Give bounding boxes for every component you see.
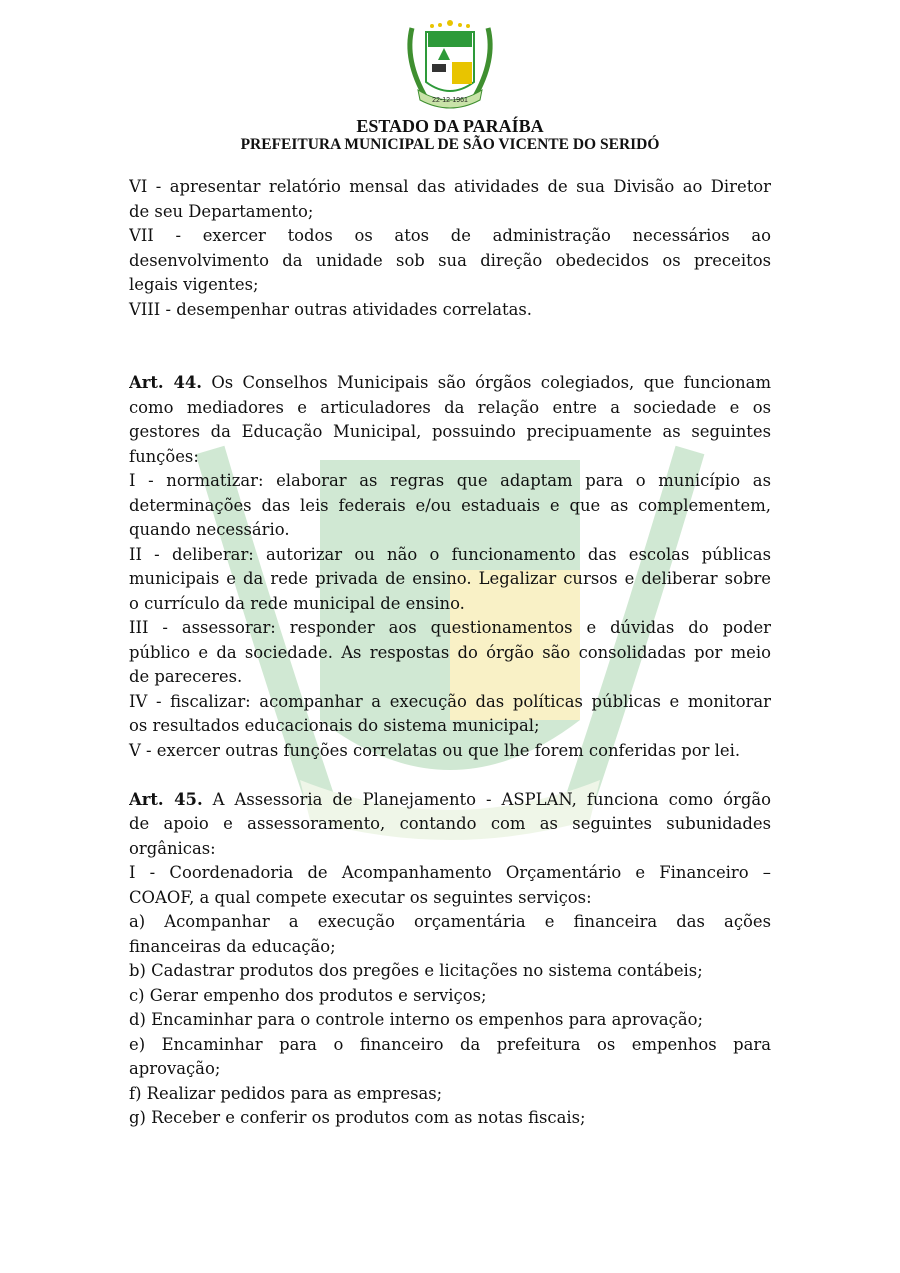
line-text: a) Acompanhar a execução orçamentária e financeira das ações: [129, 912, 771, 931]
line-text: financeiras da educação;: [129, 936, 336, 956]
line-text: gestores da Educação Municipal, possuindo precipuamente as seguintes: [129, 422, 771, 441]
text-line: [129, 837, 771, 862]
line-text: desenvolvimento da unidade sob sua direção obedecidos os preceitos: [129, 250, 771, 270]
list-item: [129, 298, 771, 323]
article-number: Art. 45.: [129, 789, 203, 809]
text-line: [129, 175, 771, 200]
text-line: [129, 739, 771, 764]
coat-of-arms-logo: [398, 20, 502, 110]
list-item: [129, 224, 771, 298]
text-line: [129, 788, 771, 813]
line-text: II - deliberar: autorizar ou não o funcionamento das escolas públicas: [129, 544, 771, 564]
text-line: [129, 249, 771, 274]
text-line: [129, 1033, 771, 1058]
line-text: Os Conselhos Municipais são órgãos colegiados, que funcionam: [201, 373, 771, 392]
list-item: [129, 1106, 771, 1131]
line-text: de pareceres.: [129, 667, 243, 686]
text-line: [129, 494, 771, 519]
line-text: orgânicas:: [129, 838, 216, 858]
text-line: [129, 641, 771, 666]
text-line: [129, 812, 771, 837]
document-body: [129, 175, 771, 1131]
text-line: [129, 567, 771, 592]
svg-text:22-12-1961: 22-12-1961: [432, 97, 468, 104]
line-text: e) Encaminhar para o financeiro da prefeitura os empenhos para: [129, 1034, 771, 1054]
line-text: os resultados educacionais do sistema municipal;: [129, 716, 540, 735]
line-text: COAOF, a qual compete executar os seguintes serviços:: [129, 887, 592, 907]
article-number: Art. 44.: [129, 373, 202, 392]
line-text: I - Coordenadoria de Acompanhamento Orçamentário e Financeiro –: [129, 863, 771, 882]
text-line: [129, 665, 771, 690]
list-item: [129, 1033, 771, 1082]
line-text: III - assessorar: responder aos questionamentos e dúvidas do poder: [129, 618, 771, 637]
text-line: [129, 543, 771, 568]
blank-line: [129, 763, 771, 788]
line-text: g) Receber e conferir os produtos com as notas fiscais;: [129, 1108, 586, 1127]
text-line: [129, 445, 771, 470]
text-line: [129, 714, 771, 739]
line-text: de apoio e assessoramento, contando com as seguintes subunidades: [129, 814, 771, 833]
line-text: aprovação;: [129, 1059, 221, 1078]
list-item: [129, 861, 771, 910]
text-line: [129, 420, 771, 445]
line-text: quando necessário.: [129, 520, 290, 539]
text-line: [129, 469, 771, 494]
article-paragraph: [129, 371, 771, 469]
list-item: [129, 1008, 771, 1033]
line-text: VIII - desempenhar outras atividades correlatas.: [129, 299, 533, 319]
text-line: [129, 935, 771, 960]
list-item: [129, 469, 771, 543]
line-text: I - normatizar: elaborar as regras que adaptam para o município as: [129, 471, 771, 490]
list-item: [129, 739, 771, 764]
list-item: [129, 984, 771, 1009]
blank-line: [129, 347, 771, 372]
text-line: [129, 984, 771, 1009]
list-item: [129, 175, 771, 224]
line-text: A Assessoria de Planejamento - ASPLAN, funciona como órgão: [202, 789, 771, 809]
line-text: municipais e da rede privada de ensino. Legalizar cursos e deliberar sobre: [129, 569, 771, 588]
text-line: [129, 1008, 771, 1033]
text-line: [129, 959, 771, 984]
text-line: [129, 273, 771, 298]
text-line: [129, 861, 771, 886]
text-line: [129, 886, 771, 911]
text-line: [129, 592, 771, 617]
article-paragraph: [129, 788, 771, 862]
line-text: f) Realizar pedidos para as empresas;: [129, 1083, 443, 1103]
line-text: público e da sociedade. As respostas do órgão são consolidadas por meio: [129, 642, 771, 662]
line-text: de seu Departamento;: [129, 201, 314, 221]
text-line: [129, 396, 771, 421]
line-text: VII - exercer todos os atos de administração necessários ao: [129, 226, 771, 245]
line-text: b) Cadastrar produtos dos pregões e licitações no sistema contábeis;: [129, 961, 703, 980]
text-line: [129, 1106, 771, 1131]
list-item: [129, 959, 771, 984]
list-item: [129, 616, 771, 690]
blank-line: [129, 322, 771, 347]
line-text: VI - apresentar relatório mensal das atividades de sua Divisão ao Diretor: [129, 177, 771, 196]
text-line: [129, 371, 771, 396]
line-text: d) Encaminhar para o controle interno os empenhos para aprovação;: [129, 1010, 703, 1029]
line-text: como mediadores e articuladores da relação entre a sociedade e os: [129, 397, 771, 417]
text-line: [129, 910, 771, 935]
state-title: ESTADO DA PARAÍBA: [356, 116, 544, 136]
text-line: [129, 690, 771, 715]
list-item: [129, 1082, 771, 1107]
line-text: o currículo da rede municipal de ensino.: [129, 593, 465, 613]
text-line: [129, 200, 771, 225]
text-line: [129, 1057, 771, 1082]
line-text: funções:: [129, 446, 199, 466]
municipality-title: PREFEITURA MUNICIPAL DE SÃO VICENTE DO SERIDÓ: [240, 136, 660, 153]
list-item: [129, 690, 771, 739]
line-text: c) Gerar empenho dos produtos e serviços;: [129, 985, 487, 1005]
list-item: [129, 910, 771, 959]
text-line: [129, 1082, 771, 1107]
line-text: legais vigentes;: [129, 275, 259, 294]
line-text: V - exercer outras funções correlatas ou que lhe forem conferidas por lei.: [129, 740, 741, 760]
text-line: [129, 298, 771, 323]
list-item: [129, 543, 771, 617]
line-text: determinações das leis federais e/ou estaduais e que as complementem,: [129, 495, 771, 515]
line-text: IV - fiscalizar: acompanhar a execução das políticas públicas e monitorar: [129, 691, 771, 711]
text-line: [129, 616, 771, 641]
text-line: [129, 224, 771, 249]
text-line: [129, 518, 771, 543]
